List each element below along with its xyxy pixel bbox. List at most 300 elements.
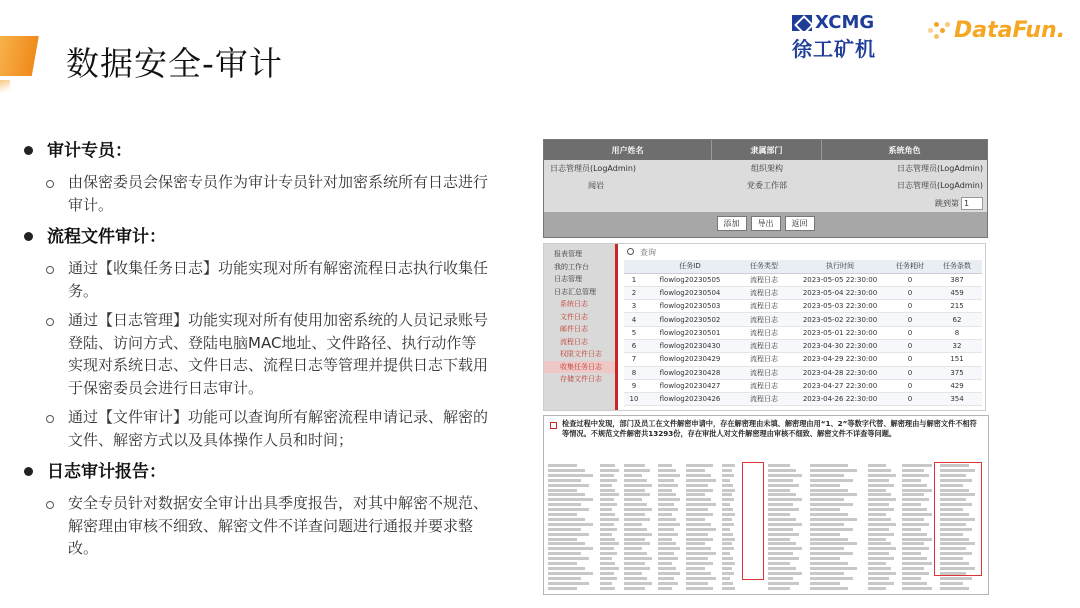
spreadsheet-cell-texture	[600, 518, 619, 521]
spreadsheet-cell-texture	[658, 523, 680, 526]
user-table-header	[544, 140, 987, 160]
spreadsheet-cell-texture	[658, 577, 674, 580]
spreadsheet-cell-texture	[600, 587, 615, 590]
spreadsheet-cell-texture	[868, 508, 894, 511]
spreadsheet-cell-texture	[548, 582, 589, 585]
spreadsheet-cell-texture	[624, 523, 642, 526]
spreadsheet-cell-texture	[768, 552, 793, 555]
spreadsheet-cell-texture	[686, 567, 705, 570]
spreadsheet-cell-texture	[686, 572, 711, 575]
spreadsheet-cell-texture	[902, 484, 927, 487]
spreadsheet-cell-texture	[624, 484, 652, 487]
spreadsheet-cell-texture	[810, 464, 848, 467]
spreadsheet-cell-texture	[768, 484, 799, 487]
section-item: 通过【文件审计】功能可以查询所有解密流程申请记录、解密的文件、解密方式以及具体操作人员和时间；	[46, 406, 504, 451]
spreadsheet-cell-texture	[600, 542, 619, 545]
spreadsheet-cell-texture	[548, 484, 589, 487]
spreadsheet-cell-texture	[868, 489, 886, 492]
spreadsheet-cell-texture	[810, 474, 844, 477]
spreadsheet-cell-texture	[658, 489, 672, 492]
sidebar-item-flow-log[interactable]: 流程日志	[560, 337, 588, 346]
table-row[interactable]: 10 flowlog20230426 流程日志 2023-04-26 22:30:00 0 354	[624, 393, 982, 406]
task-log-main	[624, 244, 985, 410]
spreadsheet-cell-texture	[624, 567, 650, 570]
spreadsheet-cell-texture	[686, 577, 716, 580]
spreadsheet-cell-texture	[658, 557, 678, 560]
spreadsheet-cell-texture	[868, 498, 896, 501]
spreadsheet-cell-texture	[868, 474, 896, 477]
spreadsheet-cell-texture	[548, 503, 581, 506]
spreadsheet-cell-texture	[810, 498, 844, 501]
spreadsheet-cell-texture	[548, 552, 581, 555]
spreadsheet-cell-texture	[722, 582, 733, 585]
spreadsheet-cell-texture	[686, 538, 713, 541]
bullet-dot-icon	[24, 232, 33, 241]
spreadsheet-cell-texture	[686, 474, 711, 477]
spreadsheet-cell-texture	[624, 572, 642, 575]
spreadsheet-cell-texture	[624, 562, 645, 565]
spreadsheet-cell-texture	[722, 542, 732, 545]
spreadsheet-cell-texture	[810, 489, 848, 492]
spreadsheet-cell-texture	[868, 533, 894, 536]
spreadsheet-cell-texture	[548, 523, 593, 526]
title-accent-bar	[0, 36, 48, 76]
spreadsheet-cell-texture	[868, 552, 889, 555]
spreadsheet-cell-texture	[658, 552, 674, 555]
spreadsheet-cell-texture	[768, 557, 799, 560]
spreadsheet-cell-texture	[902, 528, 921, 531]
spreadsheet-cell-texture	[658, 469, 676, 472]
audit-spreadsheet-image	[548, 462, 984, 592]
spreadsheet-cell-texture	[868, 484, 894, 487]
spreadsheet-cell-texture	[658, 542, 676, 545]
spreadsheet-cell-texture	[868, 479, 889, 482]
spreadsheet-cell-texture	[722, 508, 733, 511]
datafun-logo	[928, 18, 1065, 43]
spreadsheet-cell-texture	[810, 469, 857, 472]
spreadsheet-cell-texture	[548, 562, 577, 565]
spreadsheet-cell-texture	[768, 513, 790, 516]
spreadsheet-cell-texture	[768, 587, 790, 590]
spreadsheet-cell-texture	[600, 464, 615, 467]
warning-square-icon	[550, 422, 557, 429]
spreadsheet-cell-texture	[902, 557, 927, 560]
spreadsheet-cell-texture	[548, 474, 593, 477]
spreadsheet-cell-texture	[722, 518, 732, 521]
spreadsheet-cell-texture	[600, 484, 612, 487]
spreadsheet-cell-texture	[902, 542, 924, 545]
spreadsheet-cell-texture	[768, 538, 790, 541]
spreadsheet-cell-texture	[868, 493, 891, 496]
spreadsheet-cell-texture	[810, 508, 840, 511]
spreadsheet-cell-texture	[600, 469, 619, 472]
spreadsheet-cell-texture	[810, 552, 853, 555]
spreadsheet-cell-texture	[600, 503, 617, 506]
sidebar-item-file-log[interactable]: 文件日志	[560, 312, 588, 321]
spreadsheet-cell-texture	[600, 557, 612, 560]
spreadsheet-cell-texture	[768, 518, 796, 521]
spreadsheet-cell-texture	[600, 528, 617, 531]
spreadsheet-cell-texture	[810, 518, 857, 521]
spreadsheet-cell-texture	[722, 562, 735, 565]
spreadsheet-cell-texture	[658, 503, 674, 506]
section-item: 由保密委员会保密专员作为审计专员针对加密系统所有日志进行审计。	[46, 171, 504, 216]
spreadsheet-cell-texture	[624, 582, 652, 585]
spreadsheet-cell-texture	[600, 572, 614, 575]
spreadsheet-cell-texture	[810, 587, 848, 590]
spreadsheet-cell-texture	[600, 479, 617, 482]
spreadsheet-cell-texture	[548, 479, 581, 482]
add-button[interactable]: 添加	[717, 216, 747, 231]
spreadsheet-cell-texture	[600, 538, 615, 541]
spreadsheet-cell-texture	[686, 469, 705, 472]
spreadsheet-cell-texture	[902, 513, 932, 516]
table-row[interactable]: 3 flowlog20230503 流程日志 2023-05-03 22:30:00 0 215	[624, 300, 982, 313]
spreadsheet-cell-texture	[624, 518, 650, 521]
spreadsheet-cell-texture	[624, 498, 642, 501]
spreadsheet-cell-texture	[624, 587, 645, 590]
sidebar-item-collect-task-log[interactable]: 收集任务日志	[544, 361, 615, 374]
sidebar-item-system-log[interactable]: 系统日志	[560, 300, 588, 308]
spreadsheet-cell-texture	[940, 577, 972, 580]
spreadsheet-cell-texture	[810, 533, 840, 536]
search-bar[interactable]: 查询	[624, 244, 985, 260]
spreadsheet-cell-texture	[722, 567, 732, 570]
spreadsheet-cell-texture	[902, 493, 924, 496]
spreadsheet-cell-texture	[940, 587, 969, 590]
spreadsheet-cell-texture	[600, 474, 614, 477]
sidebar-item-permission-log[interactable]: 权限文件日志	[560, 350, 602, 358]
spreadsheet-cell-texture	[722, 547, 734, 550]
spreadsheet-cell-texture	[658, 484, 678, 487]
section-item: 通过【日志管理】功能实现对所有使用加密系统的人员记录账号登陆、访问方式、登陆电脑MAC地址、文件路径、执行动作等实现对系统日志、文件日志、流程日志等管理并提供日志下载用于保密委员会进行日志审计。	[46, 309, 504, 399]
spreadsheet-cell-texture	[810, 562, 848, 565]
spreadsheet-cell-texture	[658, 464, 672, 467]
column-header: 用户姓名	[544, 140, 712, 160]
spreadsheet-cell-texture	[722, 489, 735, 492]
task-log-table	[624, 260, 982, 406]
xcmg-mark-icon	[792, 15, 812, 31]
spreadsheet-cell-texture	[600, 582, 612, 585]
table-row[interactable]: 4 flowlog20230502 流程日志 2023-05-02 22:30:00 0 62	[624, 313, 982, 326]
sidebar-item-log-management[interactable]: 日志管理	[554, 275, 582, 283]
spreadsheet-cell-texture	[600, 552, 617, 555]
spreadsheet-cell-texture	[658, 562, 672, 565]
datafun-dots-icon	[928, 20, 950, 42]
spreadsheet-cell-texture	[768, 562, 790, 565]
spreadsheet-cell-texture	[624, 474, 642, 477]
spreadsheet-cell-texture	[624, 533, 652, 536]
spreadsheet-cell-texture	[810, 547, 844, 550]
spreadsheet-cell-texture	[548, 469, 585, 472]
user-table-body	[544, 160, 987, 194]
spreadsheet-cell-texture	[868, 547, 896, 550]
spreadsheet-cell-texture	[658, 587, 672, 590]
spreadsheet-cell-texture	[548, 538, 577, 541]
spreadsheet-cell-texture	[722, 528, 730, 531]
search-icon[interactable]	[627, 248, 634, 255]
spreadsheet-cell-texture	[810, 479, 853, 482]
spreadsheet-cell-texture	[686, 528, 716, 531]
column-header: 隶属部门	[712, 140, 822, 160]
column-header: 系统角色	[888, 145, 921, 155]
spreadsheet-cell-texture	[548, 572, 593, 575]
spreadsheet-cell-texture	[548, 528, 581, 531]
spreadsheet-cell-texture	[548, 557, 589, 560]
spreadsheet-cell-texture	[768, 464, 790, 467]
slide-title: 数据安全-审计	[66, 44, 283, 83]
spreadsheet-cell-texture	[868, 562, 886, 565]
spreadsheet-cell-texture	[624, 542, 650, 545]
table-row[interactable]: 1 flowlog20230505 流程日志 2023-05-05 22:30:00 0 387	[624, 273, 982, 286]
spreadsheet-cell-texture	[686, 513, 713, 516]
spreadsheet-cell-texture	[810, 523, 844, 526]
spreadsheet-cell-texture	[624, 508, 652, 511]
section-item: 通过【收集任务日志】功能实现对所有解密流程日志执行收集任务。	[46, 257, 504, 302]
spreadsheet-cell-texture	[548, 542, 585, 545]
spreadsheet-cell-texture	[768, 528, 793, 531]
spreadsheet-cell-texture	[624, 469, 650, 472]
spreadsheet-cell-texture	[624, 528, 647, 531]
spreadsheet-cell-texture	[810, 572, 844, 575]
spreadsheet-cell-texture	[810, 484, 840, 487]
spreadsheet-cell-texture	[686, 533, 708, 536]
audit-finding-text: 检查过程中发现，部门及员工在文件解密申请中，存在解密理由未填、解密理由用“1、2”等数字代替、解密理由与解密文件不相符等情况。不规范文件解密共13293份，存在审批人对文件解密理由审核不细致、解密文件不详查等问题。	[562, 419, 977, 438]
spreadsheet-cell-texture	[722, 464, 735, 467]
section-heading: 审计专员：	[24, 138, 504, 164]
sidebar-item-storage-log[interactable]: 存储文件日志	[560, 375, 602, 383]
spreadsheet-cell-texture	[658, 538, 672, 541]
spreadsheet-cell-texture	[686, 464, 713, 467]
export-button[interactable]: 导出	[751, 216, 781, 231]
table-row[interactable]: 7 flowlog20230429 流程日志 2023-04-29 22:30:00 0 151	[624, 353, 982, 366]
spreadsheet-cell-texture	[658, 533, 678, 536]
spreadsheet-cell-texture	[686, 508, 708, 511]
spreadsheet-cell-texture	[722, 577, 730, 580]
spreadsheet-cell-texture	[868, 542, 891, 545]
spreadsheet-cell-texture	[722, 538, 735, 541]
spreadsheet-cell-texture	[768, 533, 799, 536]
spreadsheet-cell-texture	[722, 503, 730, 506]
spreadsheet-cell-texture	[722, 484, 733, 487]
table-row[interactable]: 6 flowlog20230430 流程日志 2023-04-30 22:30:00 0 32	[624, 339, 982, 352]
spreadsheet-cell-texture	[902, 489, 932, 492]
spreadsheet-cell-texture	[600, 489, 615, 492]
audit-report-panel	[543, 415, 989, 595]
spreadsheet-cell-texture	[902, 479, 921, 482]
spreadsheet-cell-texture	[686, 523, 711, 526]
spreadsheet-cell-texture	[548, 489, 577, 492]
spreadsheet-cell-texture	[902, 562, 932, 565]
log-sidebar	[544, 244, 618, 410]
spreadsheet-cell-texture	[722, 587, 735, 590]
section-heading: 日志审计报告：	[24, 459, 504, 485]
spreadsheet-cell-texture	[868, 464, 886, 467]
sidebar-item-workbench[interactable]: 我的工作台	[554, 262, 589, 271]
spreadsheet-cell-texture	[658, 474, 680, 477]
spreadsheet-cell-texture	[902, 538, 932, 541]
spreadsheet-cell-texture	[868, 528, 889, 531]
spreadsheet-cell-texture	[768, 523, 802, 526]
xcmg-logo	[792, 12, 896, 62]
spreadsheet-cell-texture	[658, 582, 678, 585]
spreadsheet-cell-texture	[624, 464, 645, 467]
spreadsheet-cell-texture	[658, 513, 672, 516]
spreadsheet-cell-texture	[600, 547, 614, 550]
spreadsheet-cell-texture	[868, 523, 896, 526]
spreadsheet-cell-texture	[868, 557, 894, 560]
task-log-panel	[543, 243, 986, 411]
section-heading: 流程文件审计：	[24, 224, 504, 250]
spreadsheet-cell-texture	[686, 552, 716, 555]
spreadsheet-cell-texture	[548, 567, 585, 570]
spreadsheet-cell-texture	[810, 503, 853, 506]
spreadsheet-cell-texture	[686, 518, 705, 521]
spreadsheet-cell-texture	[868, 518, 891, 521]
spreadsheet-cell-texture	[768, 508, 799, 511]
spreadsheet-cell-texture	[902, 587, 932, 590]
spreadsheet-cell-texture	[600, 498, 614, 501]
bullet-ring-icon	[46, 501, 54, 509]
spreadsheet-cell-texture	[902, 552, 921, 555]
spreadsheet-cell-texture	[768, 479, 793, 482]
xcmg-logo-chinese: 徐工矿机	[792, 37, 876, 61]
spreadsheet-cell-texture	[810, 528, 853, 531]
spreadsheet-cell-texture	[624, 577, 647, 580]
spreadsheet-cell-texture	[722, 479, 730, 482]
spreadsheet-cell-texture	[768, 503, 793, 506]
spreadsheet-cell-texture	[902, 508, 927, 511]
spreadsheet-cell-texture	[686, 489, 713, 492]
spreadsheet-cell-texture	[722, 474, 734, 477]
bullet-content	[24, 138, 504, 560]
spreadsheet-cell-texture	[548, 533, 589, 536]
spreadsheet-cell-texture	[658, 518, 676, 521]
spreadsheet-cell-texture	[810, 582, 840, 585]
spreadsheet-cell-texture	[624, 503, 647, 506]
spreadsheet-cell-texture	[768, 577, 793, 580]
back-button[interactable]: 返回	[785, 216, 815, 231]
spreadsheet-cell-texture	[810, 567, 857, 570]
spreadsheet-cell-texture	[548, 464, 577, 467]
spreadsheet-cell-texture	[548, 493, 585, 496]
spreadsheet-cell-texture	[768, 498, 802, 501]
spreadsheet-cell-texture	[902, 503, 921, 506]
spreadsheet-cell-texture	[902, 567, 924, 570]
spreadsheet-cell-texture	[600, 577, 617, 580]
spreadsheet-cell-texture	[768, 474, 802, 477]
spreadsheet-cell-texture	[902, 547, 929, 550]
spreadsheet-cell-texture	[686, 493, 705, 496]
spreadsheet-cell-texture	[686, 582, 708, 585]
spreadsheet-cell-texture	[624, 552, 647, 555]
spreadsheet-cell-texture	[768, 493, 796, 496]
spreadsheet-cell-texture	[868, 587, 886, 590]
spreadsheet-cell-texture	[548, 547, 593, 550]
spreadsheet-cell-texture	[686, 587, 713, 590]
spreadsheet-cell-texture	[600, 523, 614, 526]
spreadsheet-cell-texture	[686, 484, 708, 487]
user-panel-buttons	[544, 212, 987, 236]
spreadsheet-cell-texture	[658, 528, 674, 531]
spreadsheet-cell-texture	[868, 538, 886, 541]
bullet-dot-icon	[24, 467, 33, 476]
spreadsheet-cell-texture	[902, 498, 929, 501]
spreadsheet-cell-texture	[868, 567, 891, 570]
table-header-row: 任务ID 任务类型 执行时间 任务耗时 任务条数	[624, 260, 982, 273]
bullet-ring-icon	[46, 318, 54, 326]
spreadsheet-cell-texture	[548, 587, 577, 590]
spreadsheet-cell-texture	[722, 493, 732, 496]
spreadsheet-cell-texture	[722, 572, 734, 575]
table-row[interactable]: 8 flowlog20230428 流程日志 2023-04-28 22:30:00 0 375	[624, 366, 982, 379]
spreadsheet-cell-texture	[686, 562, 713, 565]
spreadsheet-cell-texture	[768, 567, 796, 570]
spreadsheet-cell-texture	[624, 493, 650, 496]
bullet-ring-icon	[46, 266, 54, 274]
spreadsheet-cell-texture	[624, 513, 645, 516]
table-row[interactable]: 5 flowlog20230501 流程日志 2023-05-01 22:30:00 0 8	[624, 326, 982, 339]
user-role-panel	[543, 139, 988, 238]
spreadsheet-cell-texture	[868, 513, 886, 516]
spreadsheet-cell-texture	[902, 582, 927, 585]
sidebar-item-mail-log[interactable]: 邮件日志	[560, 325, 588, 333]
spreadsheet-cell-texture	[548, 577, 581, 580]
table-row[interactable]: 9 flowlog20230427 流程日志 2023-04-27 22:30:00 0 429	[624, 379, 982, 392]
spreadsheet-cell-texture	[624, 479, 647, 482]
sidebar-item-report[interactable]: 报表管理	[554, 250, 582, 258]
sidebar-item-log-summary[interactable]: 日志汇总管理	[554, 287, 596, 296]
spreadsheet-cell-texture	[658, 547, 680, 550]
table-row[interactable]: 闻岩 党委工作部 日志管理员(LogAdmin)	[588, 181, 983, 190]
spreadsheet-cell-texture	[548, 508, 589, 511]
page-number-input[interactable]: 1	[961, 197, 983, 210]
highlight-box	[742, 462, 764, 580]
spreadsheet-cell-texture	[624, 557, 652, 560]
spreadsheet-cell-texture	[686, 498, 711, 501]
spreadsheet-cell-texture	[722, 469, 732, 472]
spreadsheet-cell-texture	[686, 557, 708, 560]
bullet-ring-icon	[46, 415, 54, 423]
spreadsheet-cell-texture	[686, 542, 705, 545]
spreadsheet-cell-texture	[902, 523, 929, 526]
spreadsheet-cell-texture	[902, 464, 932, 467]
spreadsheet-cell-texture	[768, 469, 796, 472]
spreadsheet-cell-texture	[548, 498, 593, 501]
table-row[interactable]: 日志管理员(LogAdmin) 组织架构 日志管理员(LogAdmin)	[550, 164, 983, 173]
spreadsheet-cell-texture	[548, 513, 577, 516]
spreadsheet-cell-texture	[722, 498, 734, 501]
spreadsheet-cell-texture	[722, 552, 730, 555]
spreadsheet-cell-texture	[548, 518, 585, 521]
bullet-ring-icon	[46, 180, 54, 188]
spreadsheet-cell-texture	[658, 508, 678, 511]
spreadsheet-cell-texture	[902, 474, 929, 477]
spreadsheet-cell-texture	[810, 493, 857, 496]
spreadsheet-cell-texture	[658, 498, 680, 501]
spreadsheet-cell-texture	[624, 538, 645, 541]
spreadsheet-cell-texture	[600, 493, 619, 496]
spreadsheet-cell-texture	[624, 547, 642, 550]
spreadsheet-cell-texture	[600, 508, 612, 511]
spreadsheet-cell-texture	[868, 577, 889, 580]
spreadsheet-cell-texture	[768, 582, 799, 585]
spreadsheet-cell-texture	[658, 493, 676, 496]
spreadsheet-cell-texture	[600, 567, 619, 570]
spreadsheet-cell-texture	[686, 547, 711, 550]
table-row[interactable]: 2 flowlog20230504 流程日志 2023-05-04 22:30:00 0 459	[624, 286, 982, 299]
spreadsheet-cell-texture	[810, 542, 857, 545]
